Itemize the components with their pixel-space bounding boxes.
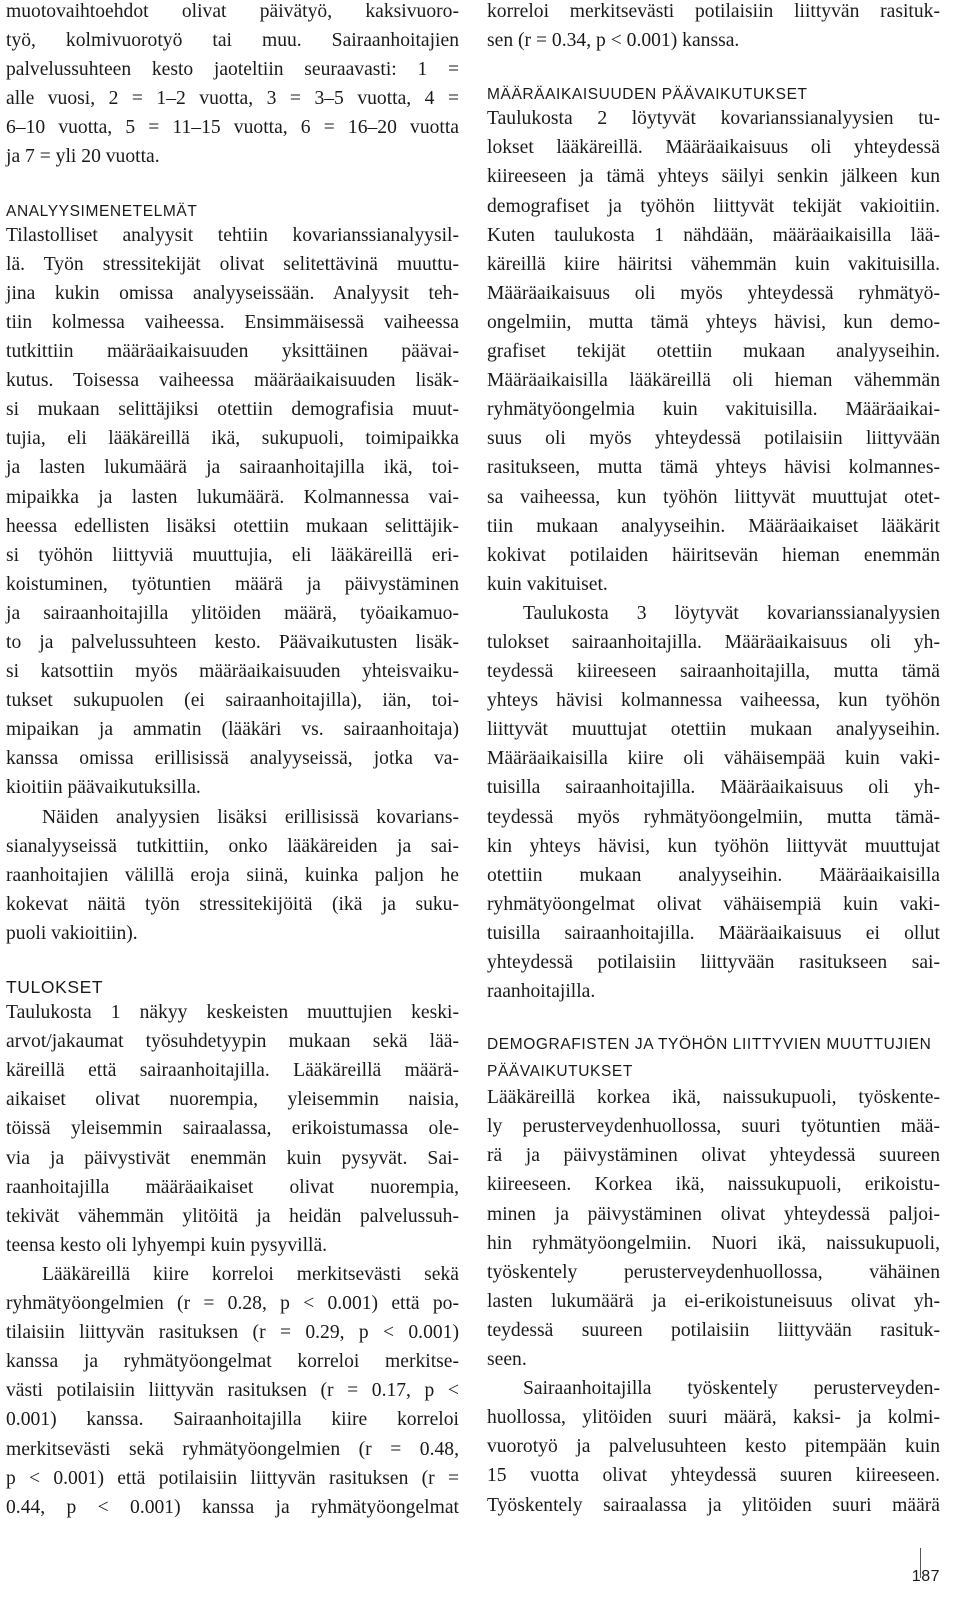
text-line: koistuminen, työtuntien määrä ja päivystäminen xyxy=(6,573,459,595)
text-line: tukset sukupuolen (ei sairaanhoitajilla), iän, toi- xyxy=(6,690,459,712)
text-line: yhteys hävisi kolmannessa vaiheessa, kun työhön xyxy=(487,690,940,712)
text-line: töissä yleisemmin sairaalassa, erikoistumassa ole- xyxy=(6,1118,459,1140)
text-line: demografiset ja työhön liittyvät tekijät vakioitiin. xyxy=(487,195,940,217)
text-line: vuorotyö ja palvelusuhteen kesto pitempään kuin xyxy=(487,1436,940,1458)
text-line: kuin vakituiset. xyxy=(487,573,608,595)
text-line: grafiset tekijät otettiin mukaan analyyseihin. xyxy=(487,341,940,363)
text-line: liittyvät muuttujat otettiin mukaan analyyseihin. xyxy=(487,719,940,741)
text-line: käreillä kiire häiritsi vähemmän kuin vakituisilla. xyxy=(487,253,940,275)
left-column xyxy=(6,0,459,1522)
paragraph-continued xyxy=(487,0,940,55)
text-line: seen. xyxy=(487,1349,527,1371)
section-heading-fixed-term: MÄÄRÄAIKAISUUDEN PÄÄVAIKUTUKSET xyxy=(487,86,808,104)
text-line: Sairaanhoitajilla työskentely perusterveyden- xyxy=(523,1378,940,1400)
text-line: palvelussuhteen kesto jaoteltiin seuraavasti: 1 = xyxy=(6,59,459,81)
text-line: rasitukseen, mutta tämä yhteys hävisi kolmannes- xyxy=(487,457,940,479)
text-line: p < 0.001) että potilaisiin liittyvän rasituksen (r = xyxy=(6,1467,459,1489)
text-line: kanssa omissa erillisissä analyyseissä, jotka va- xyxy=(6,748,459,770)
text-line: arvot/jakaumat työsuhdetyypin mukaan sekä lää- xyxy=(6,1031,459,1053)
text-line: Taulukosta 3 löytyvät kovarianssianalyysien xyxy=(523,602,940,624)
text-line: to ja palvelussuhteen kesto. Päävaikutusten lisäk- xyxy=(6,631,459,653)
paragraph-demographic xyxy=(487,1083,940,1374)
text-line: sa vaiheessa, kun työhön liittyvät muuttujat otet- xyxy=(487,486,940,508)
text-line: ja lasten lukumäärä ja sairaanhoitajilla ikä, toi- xyxy=(6,457,459,479)
text-line: hin ryhmätyöongelmiin. Nuori ikä, naissukupuoli, xyxy=(487,1232,940,1254)
text-line: raanhoitajilla. xyxy=(487,981,596,1003)
text-line: raanhoitajilla määräaikaiset olivat nuorempia, xyxy=(6,1176,459,1198)
text-line: Taulukosta 1 näkyy keskeisten muuttujien keski- xyxy=(6,1002,459,1024)
section-heading-results: TULOKSET xyxy=(6,977,104,997)
text-line: suus oli myös yhteydessä potilaisiin liittyvään xyxy=(487,428,940,450)
text-line: teensa kesto oli lyhyempi kuin pysyvillä. xyxy=(6,1234,328,1256)
text-line: työskentely perusterveydenhuollossa, vähäinen xyxy=(487,1261,940,1283)
text-line: teydessä myös ryhmätyöongelmiin, mutta tämä- xyxy=(487,806,940,828)
text-line: kokevat näitä työn stressitekijöitä (ikä ja suku- xyxy=(6,893,459,915)
text-line: Kuten taulukosta 1 nähdään, määräaikaisilla lää- xyxy=(487,224,940,246)
text-line: tulokset sairaanhoitajilla. Määräaikaisuus oli yh- xyxy=(487,631,940,653)
text-line: västi potilaisiin liittyvän rasituksen (r = 0.17, p < xyxy=(6,1380,459,1402)
right-column xyxy=(487,0,940,1520)
text-line: tilaisiin liittyvän rasituksen (r = 0.29, p < 0.001) xyxy=(6,1322,459,1344)
text-line: sianalyyseissä tutkittiin, onko lääkäreiden ja sai- xyxy=(6,835,459,857)
text-line: si mukaan selittäjiksi otettiin demografisia muut- xyxy=(6,399,459,421)
text-line: 0.001) kanssa. Sairaanhoitajilla kiire korreloi xyxy=(6,1409,459,1431)
text-line: kin yhteys hävisi, kun työhön liittyvät muuttujat xyxy=(487,835,940,857)
text-line: työ, kolmivuorotyö tai muu. Sairaanhoitajien xyxy=(6,30,459,52)
paragraph-methods-2 xyxy=(6,803,459,948)
text-line: lokset lääkäreillä. Määräaikaisuus oli yhteydessä xyxy=(487,137,940,159)
text-line: tiin kolmessa vaiheessa. Ensimmäisessä vaiheessa xyxy=(6,311,459,333)
paragraph-results xyxy=(6,998,459,1260)
text-line: ryhmätyöongelmien (r = 0.28, p < 0.001) että po- xyxy=(6,1293,459,1315)
text-line: otettiin mukaan analyyseihin. Määräaikaisilla xyxy=(487,864,940,886)
text-line: teydessä suureen potilaisiin liittyvään rasituk- xyxy=(487,1319,940,1341)
text-line: Määräaikaisilla kiire oli vähäisempää kuin vaki- xyxy=(487,748,940,770)
text-line: teydessä kiireeseen sairaanhoitajilla, mutta tämä xyxy=(487,661,940,683)
text-line: aikaiset olivat nuorempia, yleisemmin naisia, xyxy=(6,1089,459,1111)
text-line: ongelmiin, mutta tämä yhteys hävisi, kun demo- xyxy=(487,311,940,333)
text-line: kutus. Toisessa vaiheessa määräaikaisuuden lisäk- xyxy=(6,370,459,392)
text-line: via ja päivystivät enemmän kuin pysyvät. Sai- xyxy=(6,1147,459,1169)
text-line: Lääkäreillä korkea ikä, naissukupuoli, työskente- xyxy=(487,1087,940,1109)
text-line: korreloi merkitsevästi potilaisiin liittyvän rasituk- xyxy=(487,1,940,22)
paragraph-fixed-term xyxy=(487,104,940,599)
text-line: ryhmätyöongelmat olivat vähäisempiä kuin vaki- xyxy=(487,893,940,915)
text-line: Määräaikaisilla lääkäreillä oli hieman vähemmän xyxy=(487,370,940,392)
text-line: Taulukosta 2 löytyvät kovarianssianalyysien tu- xyxy=(487,108,940,130)
text-line: Työskentely sairaalassa ja ylitöiden suuri määrä xyxy=(487,1494,940,1516)
text-line: kiireeseen. Korkea ikä, naissukupuoli, erikoistu- xyxy=(487,1174,940,1196)
text-line: ly perusterveydenhuollossa, suuri työtuntien mää- xyxy=(487,1116,940,1138)
text-line: ja 7 = yli 20 vuotta. xyxy=(6,146,160,168)
text-line: huollossa, ylitöiden suuri määrä, kaksi- ja kolmi- xyxy=(487,1407,940,1429)
text-line: tuisilla sairaanhoitajilla. Määräaikaisuus ei ollut xyxy=(487,922,940,944)
text-line: tuisilla sairaanhoitajilla. Määräaikaisuus oli yh- xyxy=(487,777,940,799)
section-heading-demographic xyxy=(487,1031,940,1085)
text-line: si katsottiin myös määräaikaisuuden yhteisvaiku- xyxy=(6,661,459,683)
text-line: rä ja päivystäminen olivat yhteydessä suureen xyxy=(487,1145,940,1167)
text-line: tekivät vähemmän ylitöitä ja heidän palvelussuh- xyxy=(6,1205,459,1227)
heading-line: PÄÄVAIKUTUKSET xyxy=(487,1063,633,1081)
text-line: lä. Työn stressitekijät olivat selitettävinä muuttu- xyxy=(6,253,459,275)
text-line: kanssa ja ryhmätyöongelmat korreloi merkitse- xyxy=(6,1351,459,1373)
paragraph-methods xyxy=(6,221,459,803)
text-line: muotovaihtoehdot olivat päivätyö, kaksivuoro- xyxy=(6,1,459,22)
text-line: jina kukin omissa analyyseissään. Analyysit teh- xyxy=(6,282,459,304)
text-line: tiin mukaan analyyseihin. Määräaikaiset lääkärit xyxy=(487,515,940,537)
text-line: tujia, eli lääkäreillä ikä, sukupuoli, toimipaikka xyxy=(6,428,459,450)
text-line: heessa edellisten lisäksi otettiin mukaan selittäjik- xyxy=(6,515,459,537)
text-line: Lääkäreillä kiire korreloi merkitsevästi sekä xyxy=(42,1263,459,1285)
text-line: käreillä että sairaanhoitajilla. Lääkäreillä määrä- xyxy=(6,1060,459,1082)
paragraph-fixed-term-2 xyxy=(487,599,940,1006)
text-line: 0.44, p < 0.001) kanssa ja ryhmätyöongelmat xyxy=(6,1496,459,1518)
text-line: yhteydessä potilaisiin liittyvään rasitukseen sai- xyxy=(487,952,940,973)
text-line: mipaikka ja lasten lukumäärä. Kolmannessa vai- xyxy=(6,486,459,508)
paragraph-results-2 xyxy=(6,1260,459,1522)
text-line: kokivat potilaiden häiritsevän hieman enemmän xyxy=(487,544,940,566)
text-line: tutkittiin määräaikaisuuden yksittäinen päävai- xyxy=(6,341,459,363)
text-line: merkitsevästi sekä ryhmätyöongelmien (r = 0.48, xyxy=(6,1438,459,1460)
text-line: kioitiin päävaikutuksilla. xyxy=(6,777,201,799)
text-line: puoli vakioitiin). xyxy=(6,922,138,944)
text-line: Tilastolliset analyysit tehtiin kovarianssianalyysil- xyxy=(6,224,459,246)
text-line: Näiden analyysien lisäksi erillisissä kovarians- xyxy=(42,806,459,828)
text-line: lasten lukumäärä ja ei-erikoistuneisuus olivat yh- xyxy=(487,1290,940,1312)
text-line: Määräaikaisuus oli myös yhteydessä ryhmätyö- xyxy=(487,282,940,304)
text-line: ryhmätyöongelmia kuin vakituisilla. Määräaikai- xyxy=(487,399,940,421)
text-line: 15 vuotta olivat yhteydessä suuren kiireeseen. xyxy=(487,1465,940,1487)
paragraph-intro-end xyxy=(6,0,459,172)
heading-line: DEMOGRAFISTEN JA TYÖHÖN LIITTYVIEN MUUTTUJIEN xyxy=(487,1036,932,1054)
text-line: si työhön liittyviä muuttujia, eli lääkäreillä eri- xyxy=(6,544,459,566)
page-number: 187 xyxy=(911,1568,940,1585)
text-line: sen (r = 0.34, p < 0.001) kanssa. xyxy=(487,30,740,52)
text-line: 6–10 vuotta, 5 = 11–15 vuotta, 6 = 16–20 vuotta xyxy=(6,117,459,139)
text-line: alle vuosi, 2 = 1–2 vuotta, 3 = 3–5 vuotta, 4 = xyxy=(6,88,459,110)
text-line: kiireeseen ja tämä yhteys säilyi senkin jälkeen kun xyxy=(487,166,940,188)
text-line: raanhoitajien välillä eroja siinä, kuinka paljon he xyxy=(6,864,459,886)
text-line: ja sairaanhoitajilla ylitöiden määrä, työaikamuo- xyxy=(6,602,459,624)
section-heading-methods: ANALYYSIMENETELMÄT xyxy=(6,202,198,220)
text-line: mipaikan ja ammatin (lääkäri vs. sairaanhoitaja) xyxy=(6,719,459,741)
text-line: minen ja päivystäminen olivat yhteydessä paljoi- xyxy=(487,1203,940,1225)
paragraph-demographic-2 xyxy=(487,1374,940,1519)
